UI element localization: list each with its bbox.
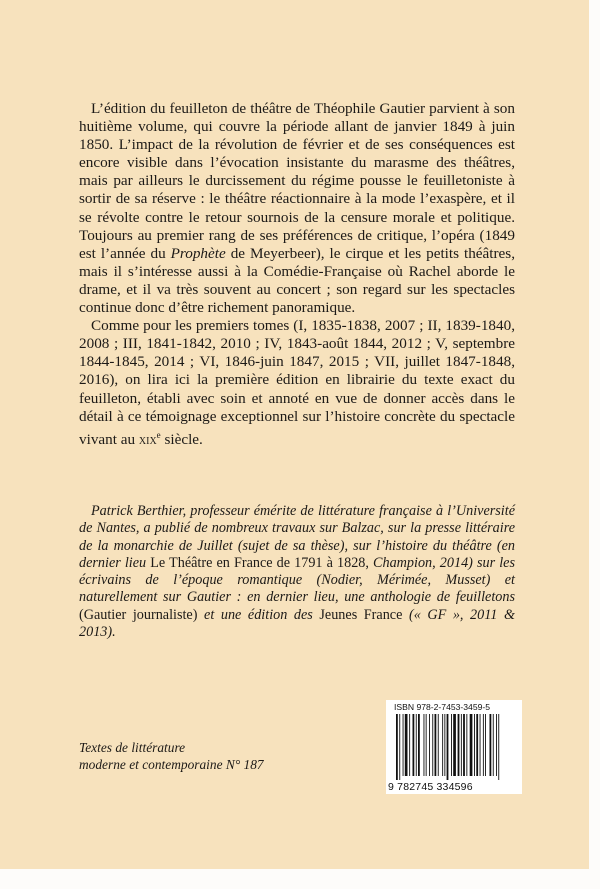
barcode-bar (483, 714, 484, 776)
barcode-bar (480, 714, 481, 776)
barcode-bar (399, 714, 400, 780)
barcode-bar (463, 714, 465, 776)
barcode-bar (426, 714, 427, 776)
barcode-bar (458, 714, 460, 776)
summary-text (79, 100, 515, 450)
barcode-bar (485, 714, 486, 776)
barcode-bar (409, 714, 410, 776)
barcode-bar (442, 714, 443, 776)
barcode-bar (493, 714, 494, 776)
barcode-bars (394, 714, 514, 780)
barcode-bar (403, 714, 404, 776)
century-numeral: xix (138, 432, 157, 448)
author-biography: Patrick Berthier, professeur émérite de littérature française à l’Université de Nantes, a publié de nombreux travaux sur Balzac, sur la presse littéraire de la monarchie de Juillet (sujet de sa thèse), sur l’histoire du théâtre (en dernier lieu Le Théâtre en France de 1791 à 1828, Champion, 2014) sur les écrivains de l’époque romantique (Nodier, Mérimée, Musset) et naturellement sur Gautier : en dernier lieu, une anthologie de feuilletons (Gautier journaliste) et une édition des Jeunes France (« GF », 2011 & 2013). (79, 503, 515, 641)
series-line-1: Textes de littérature (79, 740, 186, 755)
barcode-bar (424, 714, 425, 776)
isbn-barcode (386, 700, 522, 794)
barcode-bar (466, 714, 467, 776)
barcode-bar (498, 714, 499, 780)
isbn-label: ISBN 978-2-7453-3459-5 (394, 702, 491, 712)
barcode-bar (444, 714, 445, 776)
barcode-bar (474, 714, 475, 776)
opera-title: Prophète (170, 244, 226, 262)
barcode-bar (447, 714, 449, 780)
barcode-bar (476, 714, 478, 776)
ean-digits: 9 782745 334596 (388, 781, 473, 793)
century-superscript: e (156, 429, 161, 440)
barcode-bar (429, 714, 430, 776)
barcode-bar (413, 714, 415, 776)
barcode-bar (453, 714, 456, 776)
summary-paragraph-1: L’édition du feuilleton de théâtre de Théophile Gautier parvient à son huitième volume, qui couvre la période allant de janvier 1849 à juin 1850. L’impact de la révolution de février et de ses conséquences est encore visible dans l’évocation insistante du marasme des théâtres, mais par ailleurs le durcissement du régime pousse le feuilletoniste à sortir de sa réserve : le théâtre réactionnaire à la mode l’exaspère, et il se révolte contre le retour sournois de la censure morale et politique. Toujours au premier rang de ses préférences de critique, l’opéra (1849 est l’année du Prophète de Meyerbeer), le cirque et les petits théâtres, mais il s’intéresse aussi à la Comédie-Française où Rachel aborde le drame, et il va très souvent au concert ; son regard sur les spectacles continue donc d’être richement panoramique. (79, 100, 516, 317)
barcode-bar (490, 714, 492, 776)
barcode-bar (496, 714, 497, 776)
barcode-bar (451, 714, 452, 776)
series-info (79, 740, 264, 773)
barcode-bar (435, 714, 437, 776)
barcode-bar (470, 714, 473, 776)
barcode-bar (432, 714, 433, 776)
barcode-bar (416, 714, 417, 776)
summary-paragraph-2: Comme pour les premiers tomes (I, 1835-1838, 2007 ; II, 1839-1840, 2008 ; III, 1841-1842, 2010 ; IV, 1843-août 1844, 2012 ; V, septembre 1844-1845, 2014 ; VI, 1846-juin 1847, 2015 ; VII, juillet 1847-1848, 2016), on lira ici la première édition en librairie du texte exact du feuilleton, établi avec soin et annoté en vue de donner accès dans le détail à ce témoignage exceptionnel sur l’histoire concrète du spectacle vivant au xix$^e$ siècle. (79, 317, 515, 448)
barcode-bar (418, 714, 420, 776)
barcode-bar (405, 714, 408, 776)
series-line-2: moderne et contemporaine N° 187 (79, 756, 264, 772)
barcode-bar (396, 714, 398, 780)
barcode-bar (461, 714, 462, 776)
barcode-bar (438, 714, 439, 776)
